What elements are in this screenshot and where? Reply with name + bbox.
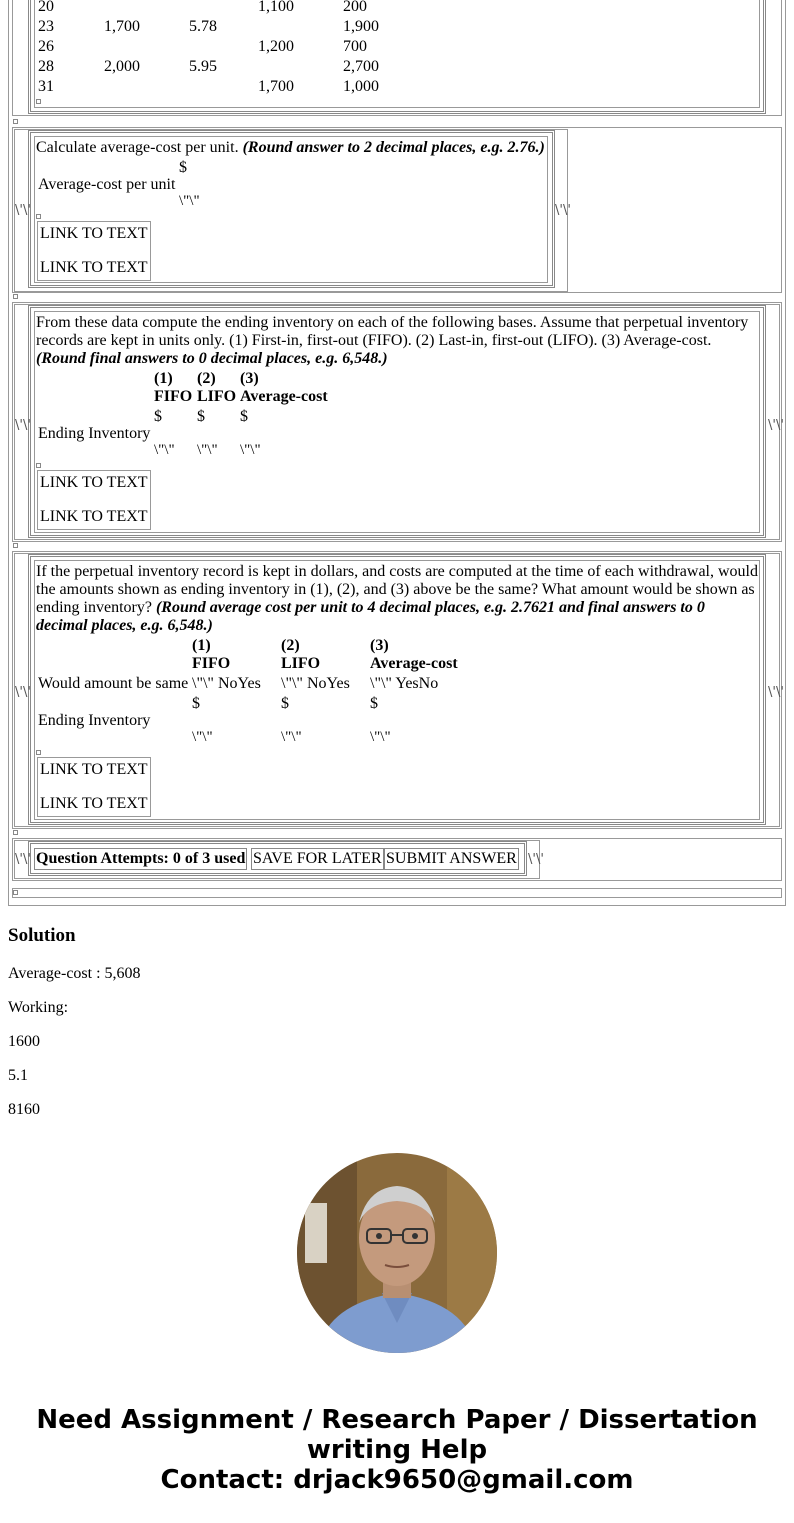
q1-prompt-text: Calculate average-cost per unit.: [36, 139, 239, 156]
q3-col-fifo: [192, 637, 230, 673]
solution-heading: Solution: [8, 925, 76, 946]
promo-line: Need Assignment / Research Paper / Dissertation: [36, 1405, 758, 1435]
q3-average-select[interactable]: [370, 675, 438, 693]
q3-prompt-text: If the perpetual inventory record is kept in dollars, and costs are computed at the time of each withdrawal, would the amounts shown as ending inventory in (1), (2), and (3) above be the same? What amount would be shown as ending inventory?: [36, 563, 758, 616]
promo-contact: Contact: drjack9650@gmail.com: [160, 1465, 634, 1495]
cell-date: 20: [38, 0, 54, 15]
cell-price: 5.95: [189, 58, 217, 75]
col-number: (1): [154, 370, 173, 387]
q2-fifo-input[interactable]: \"\": [154, 442, 175, 458]
broken-image-icon: [13, 890, 18, 895]
cell-balance: 2,700: [343, 58, 379, 75]
quote-glyph-icon: \'\': [555, 203, 571, 218]
select-options: NoYes: [306, 675, 350, 692]
q3-hint: (Round average cost per unit to 4 decimal places, e.g. 2.7621 and final answers to 0 decimal places, e.g. 6,548.): [36, 599, 705, 634]
q2-col-fifo: [154, 370, 192, 406]
q3-col-average: [370, 637, 458, 673]
solution-line: Working:: [8, 999, 69, 1016]
q3-fifo-select[interactable]: [192, 675, 261, 693]
q2-average-input[interactable]: \"\": [240, 442, 261, 458]
select-options: YesNo: [395, 675, 439, 692]
avatar: [297, 1153, 497, 1353]
quote-glyph-icon: \'\': [768, 418, 784, 433]
select-options: NoYes: [217, 675, 261, 692]
save-for-later-button[interactable]: SAVE FOR LATER: [251, 848, 384, 870]
q2-row-label: Ending Inventory: [38, 425, 151, 442]
submit-answer-button[interactable]: SUBMIT ANSWER: [384, 848, 519, 870]
q2-lifo-input[interactable]: \"\": [197, 442, 218, 458]
cell-sold: 1,200: [258, 38, 294, 55]
currency-symbol: $: [192, 695, 200, 712]
q1-hint: (Round answer to 2 decimal places, e.g. 2.76.): [242, 139, 545, 156]
link-to-text[interactable]: LINK TO TEXT: [40, 225, 148, 242]
cell-balance: 200: [343, 0, 367, 15]
broken-image-icon: [13, 119, 18, 124]
cell-sold: 1,700: [258, 78, 294, 95]
q2-prompt: [36, 314, 758, 368]
col-name: LIFO: [281, 655, 321, 672]
q2-hint: (Round final answers to 0 decimal places, e.g. 6,548.): [36, 350, 388, 367]
col-number: (3): [370, 637, 389, 654]
cell-balance: 1,000: [343, 78, 379, 95]
col-number: (2): [281, 637, 300, 654]
attempts-label: Question Attempts: 0 of 3 used: [34, 848, 247, 870]
q3-prompt: [36, 563, 760, 635]
cell-date: 31: [38, 78, 54, 95]
q1-prompt: [36, 139, 545, 157]
quote-glyph-icon: \'\': [15, 203, 31, 218]
bottom-bar: [12, 888, 782, 898]
cell-date: 26: [38, 38, 54, 55]
promo-line: writing Help: [306, 1435, 488, 1465]
link-to-text[interactable]: LINK TO TEXT: [40, 474, 148, 491]
link-to-text[interactable]: LINK TO TEXT: [40, 259, 148, 276]
portrait-photo: [297, 1153, 497, 1353]
cell-balance: 1,900: [343, 18, 379, 35]
col-number: (1): [192, 637, 211, 654]
cell-date: 28: [38, 58, 54, 75]
col-name: Average-cost: [370, 655, 458, 672]
q3-fifo-input[interactable]: \"\": [192, 729, 213, 745]
cell-sold: 1,100: [258, 0, 294, 15]
q1-row-label: Average-cost per unit: [38, 176, 176, 193]
currency-symbol: $: [240, 408, 248, 425]
link-to-text[interactable]: LINK TO TEXT: [40, 761, 148, 778]
link-to-text[interactable]: LINK TO TEXT: [40, 795, 148, 812]
quote-glyph-icon: \'\': [15, 685, 31, 700]
quote-glyph-icon: \'\': [15, 418, 31, 433]
q1-answer-input[interactable]: \"\": [179, 193, 200, 209]
col-number: (2): [197, 370, 216, 387]
col-name: FIFO: [154, 388, 193, 405]
select-arrow-icon: \"\": [281, 675, 303, 692]
col-name: Average-cost: [240, 388, 328, 405]
currency-symbol: $: [281, 695, 289, 712]
solution-line: 1600: [8, 1033, 40, 1050]
broken-image-icon: [13, 294, 18, 299]
col-name: FIFO: [192, 655, 231, 672]
currency-symbol: $: [197, 408, 205, 425]
solution-line: 8160: [8, 1101, 40, 1118]
quote-glyph-icon: \'\': [528, 852, 544, 867]
q2-prompt-text: From these data compute the ending inventory on each of the following bases. Assume that perpetual inventory records are kept in units only. (1) First-in, first-out (FIFO). (2) Last-in, first-out (LIFO). (3) Average-cost.: [36, 314, 749, 349]
q3-lifo-input[interactable]: \"\": [281, 729, 302, 745]
broken-image-icon: [13, 543, 18, 548]
q3-row-label: Ending Inventory: [38, 712, 151, 729]
cell-units: 1,700: [104, 18, 140, 35]
quote-glyph-icon: \'\': [768, 685, 784, 700]
col-number: (3): [240, 370, 259, 387]
currency-symbol: $: [154, 408, 162, 425]
broken-image-icon: [36, 99, 41, 104]
select-arrow-icon: \"\": [192, 675, 214, 692]
q3-average-input[interactable]: \"\": [370, 729, 391, 745]
currency-symbol: $: [179, 159, 187, 176]
col-name: LIFO: [197, 388, 237, 405]
cell-balance: 700: [343, 38, 367, 55]
broken-image-icon: [13, 830, 18, 835]
broken-image-icon: [36, 463, 41, 468]
q3-lifo-select[interactable]: [281, 675, 350, 693]
broken-image-icon: [36, 750, 41, 755]
link-to-text[interactable]: LINK TO TEXT: [40, 508, 148, 525]
quote-glyph-icon: \'\': [15, 852, 31, 867]
currency-symbol: $: [370, 695, 378, 712]
cell-units: 2,000: [104, 58, 140, 75]
q3-col-lifo: [281, 637, 320, 673]
cell-price: 5.78: [189, 18, 217, 35]
q3-same-label: Would amount be same: [38, 675, 189, 692]
q2-col-average: [240, 370, 328, 406]
table-innermost-frame: [34, 0, 760, 108]
select-arrow-icon: \"\": [370, 675, 392, 692]
q2-col-lifo: [197, 370, 236, 406]
solution-line: Average-cost : 5,608: [8, 965, 141, 982]
cell-date: 23: [38, 18, 54, 35]
solution-line: 5.1: [8, 1067, 28, 1084]
broken-image-icon: [36, 214, 41, 219]
